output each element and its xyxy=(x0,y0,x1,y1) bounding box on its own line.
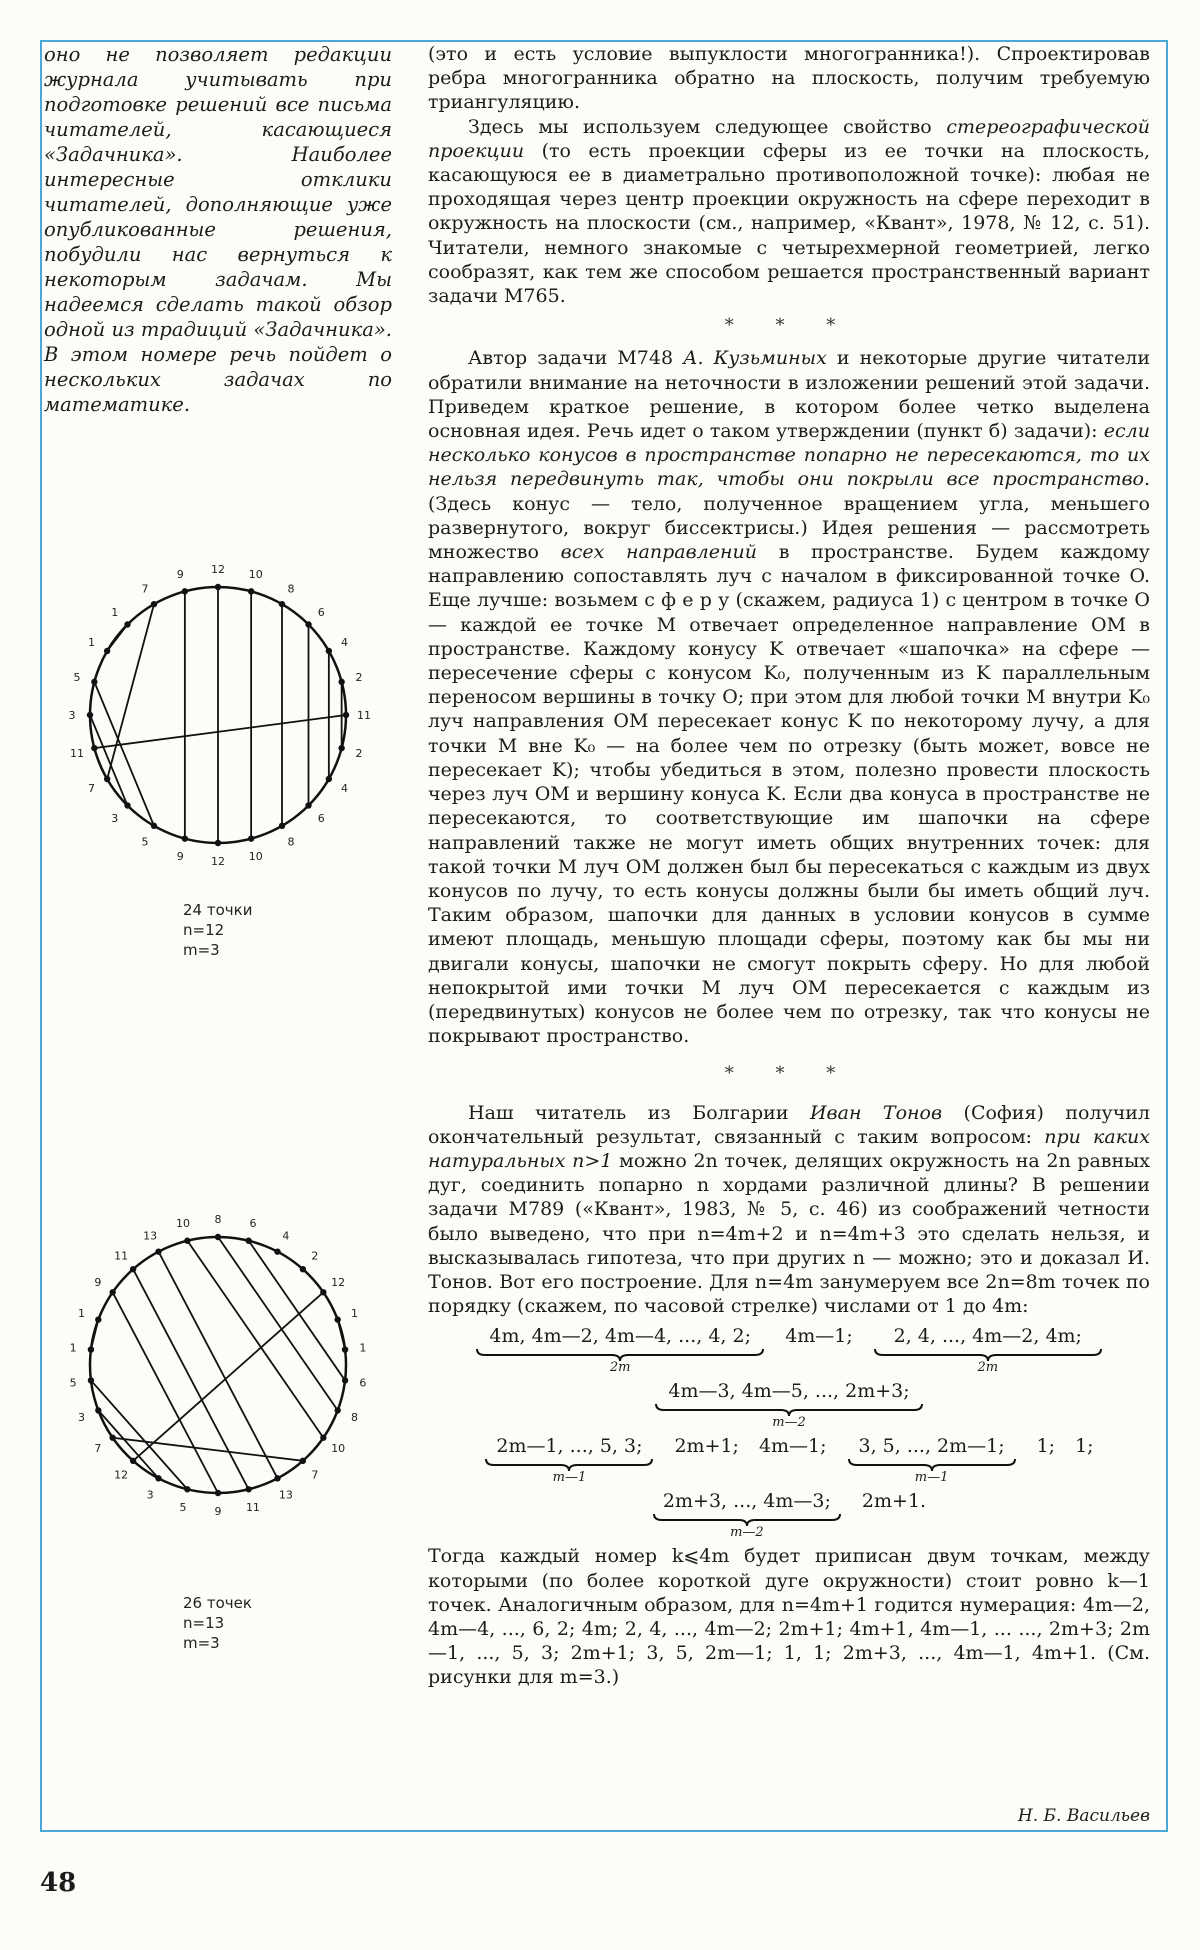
circle-point xyxy=(326,776,332,782)
point-label: 5 xyxy=(73,671,81,685)
circle-point xyxy=(104,648,110,654)
circle-point xyxy=(338,679,344,685)
point-label: 8 xyxy=(287,835,295,849)
author-name: А. Кузьминых xyxy=(683,347,827,370)
point-label: 6 xyxy=(317,605,325,619)
brace-group xyxy=(873,1324,1103,1375)
formula-term: 1; xyxy=(1036,1435,1056,1458)
formula-term: 4m—3, 4m—5, ..., 2m+3; xyxy=(668,1380,910,1403)
chord-1 xyxy=(107,624,127,651)
circle-point xyxy=(300,1266,306,1272)
text: Автор задачи М748 xyxy=(468,347,684,370)
paragraph xyxy=(428,1101,1150,1319)
question: при каких натуральных n>1 xyxy=(428,1125,1151,1172)
formula-row xyxy=(428,1379,1150,1430)
formula-term: 4m—1; xyxy=(785,1325,853,1348)
text: можно 2n точек, делящих окружность на 2n равных дуг, соединить попарно n хордами различной длины? В решении задачи М789 («Квант», 1983, № 5, с. 46) из соображений четности было выведено, что при n=4m+2 и n=4m+3 это сделать нельзя, и высказывалась гипотеза, что при других n — можно; это и доказал И. Тонов. Вот его построение. Для n=4m занумеруем все 2n=8m точек по порядку (скажем, по часовой стрелке) числами от 1 до 4m: xyxy=(428,1149,1151,1318)
chord-5 xyxy=(94,682,154,826)
point-label: 9 xyxy=(176,850,184,864)
page-number: 48 xyxy=(40,1868,77,1898)
brace-count: 2m xyxy=(609,1360,631,1376)
figure-26-points xyxy=(58,1205,378,1525)
circle-point xyxy=(279,601,285,607)
paragraph xyxy=(428,115,1150,309)
circle-point xyxy=(182,835,188,841)
caption-line: m=3 xyxy=(183,1634,220,1652)
circle-point xyxy=(305,802,311,808)
point-label: 1 xyxy=(351,1307,359,1321)
circle-point xyxy=(124,802,130,808)
main-column xyxy=(428,42,1150,1690)
point-label: 2 xyxy=(355,671,363,685)
claim: если несколько конусов в пространстве попарно не пересекаются, то их нельзя передвинуть так, чтобы они покрыли все пространство. xyxy=(428,420,1150,491)
point-label: 3 xyxy=(111,812,119,826)
circle-point xyxy=(343,712,349,718)
point-label: 1 xyxy=(111,605,119,619)
formula-term: 3, 5, ..., 2m—1; xyxy=(858,1435,1005,1458)
circle-point xyxy=(215,1234,221,1240)
point-label: 7 xyxy=(88,782,96,795)
brace-group xyxy=(475,1324,765,1375)
point-label: 5 xyxy=(141,835,149,849)
caption-line: m=3 xyxy=(183,941,220,959)
paragraph: (это и есть условие выпуклости многогранника!). Спроектировав ребра многогранника обратно на плоскость, получим требуемую триангуляцию. xyxy=(428,43,1150,114)
formula-term: 4m—1; xyxy=(758,1435,827,1458)
circle-point xyxy=(155,1475,161,1481)
section-separator: * * * xyxy=(724,315,854,337)
brace-count: 2m xyxy=(977,1360,999,1376)
text: и некоторые другие читатели обратили внимание на неточности в изложении решений этой задачи. Приведем краткое решение, в котором более четко выделена основная идея. Речь идет о таком утверждении (пункт б) задачи): xyxy=(428,347,1150,443)
circle-point xyxy=(215,584,221,590)
author-name: Иван Тонов xyxy=(809,1101,943,1124)
brace-count: m—1 xyxy=(552,1470,587,1486)
text: Здесь мы используем следующее свойство xyxy=(468,115,947,138)
formula-row xyxy=(428,1489,1150,1540)
point-label: 11 xyxy=(245,1500,260,1514)
point-label: 10 xyxy=(248,567,263,581)
point-label: 6 xyxy=(317,812,325,826)
chord-1 xyxy=(91,1320,98,1350)
point-label: 2 xyxy=(311,1249,319,1263)
circle-point xyxy=(320,1435,326,1441)
chord-5 xyxy=(91,1380,187,1489)
circle-point xyxy=(342,1346,348,1352)
point-label: 6 xyxy=(249,1217,257,1231)
circle-point xyxy=(109,1289,115,1295)
circle-point xyxy=(274,1248,280,1254)
circle-point xyxy=(151,601,157,607)
point-label: 2 xyxy=(355,746,363,760)
point-label: 13 xyxy=(143,1229,158,1243)
circle-point xyxy=(155,1248,161,1254)
point-label: 13 xyxy=(278,1488,293,1502)
chord-7 xyxy=(113,1438,303,1461)
point-label: 1 xyxy=(359,1341,367,1355)
circle-point xyxy=(215,1490,221,1496)
point-label: 10 xyxy=(248,850,263,864)
chord-7 xyxy=(107,604,154,779)
point-label: 12 xyxy=(211,855,225,868)
point-label: 3 xyxy=(146,1488,154,1502)
circle-point xyxy=(274,1475,280,1481)
circle-point xyxy=(95,1316,101,1322)
circle-point xyxy=(124,621,130,627)
chord-8 xyxy=(218,1237,338,1410)
circle-point xyxy=(87,712,93,718)
chord-11 xyxy=(133,1269,249,1489)
brace-count: m—2 xyxy=(772,1415,806,1431)
point-label: 11 xyxy=(114,1249,129,1263)
point-label: 7 xyxy=(94,1441,102,1455)
point-label: 3 xyxy=(68,709,76,722)
circle-point xyxy=(245,1238,251,1244)
circle-point xyxy=(248,835,254,841)
formula-row xyxy=(428,1324,1150,1375)
figure-26-caption xyxy=(183,1593,252,1653)
circle-point xyxy=(130,1458,136,1464)
point-label: 12 xyxy=(114,1468,129,1482)
circle-point xyxy=(184,1486,190,1492)
point-label: 3 xyxy=(77,1410,85,1424)
point-label: 11 xyxy=(69,746,84,760)
circle-point xyxy=(184,1238,190,1244)
brace-count: m—1 xyxy=(914,1470,949,1486)
circle-point xyxy=(151,823,157,829)
point-label: 9 xyxy=(176,567,184,581)
formula-term: 2m+1. xyxy=(861,1490,927,1513)
caption-line: 24 точки xyxy=(183,901,253,919)
numbering-formula xyxy=(428,1324,1150,1540)
chord-12 xyxy=(133,1292,323,1461)
paragraph xyxy=(428,346,1150,1048)
point-label: 9 xyxy=(214,1505,222,1518)
circle-point xyxy=(245,1486,251,1492)
section-separator: * * * xyxy=(724,1063,854,1085)
text: (Здесь конус — тело, полученное вращением угла, меньшего развернутого, вокруг биссектрисы.) Идея решения — рассмотреть множество xyxy=(428,492,1150,564)
point-label: 5 xyxy=(69,1376,77,1390)
point-label: 1 xyxy=(88,636,96,649)
point-label: 10 xyxy=(331,1441,346,1455)
circle-point xyxy=(334,1316,340,1322)
author-signature: Н. Б. Васильев xyxy=(1017,1806,1150,1826)
term-emphasis: стереографической проекции xyxy=(428,115,1150,162)
formula-term: 4m, 4m—2, 4m—4, ..., 4, 2; xyxy=(489,1325,751,1348)
formula-term: 2m+1; xyxy=(674,1435,739,1458)
circle-point xyxy=(248,588,254,594)
left-column xyxy=(44,42,392,417)
brace-group xyxy=(654,1379,924,1430)
brace-group xyxy=(847,1434,1017,1485)
chord-3 xyxy=(90,715,127,806)
point-label: 6 xyxy=(359,1376,367,1390)
text: в пространстве. Будем каждому направлению сопоставлять луч с началом в фиксированной точке O. Еще лучше: возьмем с ф е р у (скажем, радиуса 1) с центром в точке O — каждой ее точке M отвечает определенное направление OM в пространстве. Каждому конусу K отвечает «шапочка» на сфере — пересечение сферы с конусом K₀, полученным из K параллельным переносом вершины в точку O; при этом для любой точки M внутри K₀ луч направления OM пересекает конус K по некоторому лучу, а для точки M вне K₀ — на более чем по отрезку (быть может, вовсе не пересекает K); чтобы убедиться в этом, полезно провести плоскость через луч OM и вершину конуса K. Если два конуса в пространстве не пересекаются, то соответствующие им шапочки на сфере направлений также не могут иметь общих внутренних точек: для такой точки M луч OM должен был бы пересекаться с каждым из двух конусов по лучу, то есть конусы должны были бы иметь общий луч. Таким образом, шапочки для данных в условии конусов в сумме имеют площадь, меньшую площади сферы, поэтому как бы мы ни двигали конусы, шапочки не смогут покрыть сферу. Но для любой непокрытой ими точки M луч OM пересекается с каждым из (передвинутых) конусов не более чем по отрезку, так что конусы не покрывают пространство. xyxy=(428,541,1150,1048)
point-label: 4 xyxy=(340,636,348,649)
circle-point xyxy=(305,621,311,627)
caption-line: 26 точек xyxy=(183,1594,252,1612)
point-label: 5 xyxy=(179,1500,187,1514)
point-label: 7 xyxy=(311,1468,319,1482)
point-label: 8 xyxy=(287,582,295,596)
formula-term: 2m—1, ..., 5, 3; xyxy=(496,1435,643,1458)
brace-group xyxy=(652,1489,842,1540)
circle-point xyxy=(342,1377,348,1383)
chord-9 xyxy=(113,1292,218,1493)
point-label: 9 xyxy=(94,1276,102,1290)
circle-point xyxy=(182,588,188,594)
caption-line: n=12 xyxy=(183,921,225,939)
text: Наш читатель из Болгарии xyxy=(468,1101,810,1124)
formula-row xyxy=(428,1434,1150,1485)
text: (то есть проекции сферы из ее точки на плоскость, касающуюся ее в диаметрально противоположной точке): любая не проходящая через центр проекции окружность на сфере переходит в окружность на плоскости (см., например, «Квант», 1978, № 12, с. 51). Читатели, немного знакомые с четырехмерной геометрией, легко сообразят, как тем же способом решается пространственный вариант задачи М765. xyxy=(428,139,1150,308)
point-label: 12 xyxy=(331,1276,346,1290)
circle-point xyxy=(338,745,344,751)
caption-line: n=13 xyxy=(183,1614,225,1632)
point-label: 8 xyxy=(351,1410,359,1424)
point-label: 1 xyxy=(69,1341,77,1355)
circle-point xyxy=(91,745,97,751)
sidebar-note: оно не позволяет редакции журнала учитывать при подготовке решений все письма читателей, касающиеся «Задачника». Наиболее интересные отклики читателей, дополняющие уже опубликованные решения, побудили нас вернуться к некоторым задачам. Мы надеемся сделать такой обзор одной из традиций «Задачника». В этом номере речь пойдет о нескольких задачах по математике. xyxy=(44,43,392,416)
circle-point xyxy=(326,648,332,654)
brace-group xyxy=(484,1434,654,1485)
point-label: 11 xyxy=(357,709,371,722)
circle-point xyxy=(88,1377,94,1383)
term-emphasis: всех направлений xyxy=(560,541,757,564)
circle-point xyxy=(279,823,285,829)
point-label: 10 xyxy=(176,1217,191,1231)
circle-point xyxy=(300,1458,306,1464)
circle-point xyxy=(88,1346,94,1352)
text: (София) получил окончательный результат, связанный с таким вопросом: xyxy=(428,1101,1150,1148)
point-label: 12 xyxy=(211,563,225,576)
formula-term: 2m+3, ..., 4m—3; xyxy=(662,1490,831,1513)
point-label: 4 xyxy=(340,782,348,795)
circle-point xyxy=(104,776,110,782)
circle-point xyxy=(130,1266,136,1272)
figure-24-points xyxy=(58,555,378,875)
figure-24-caption xyxy=(183,900,252,960)
circle-point xyxy=(109,1435,115,1441)
circle-point xyxy=(334,1407,340,1413)
circle-point xyxy=(95,1407,101,1413)
formula-term: 1; xyxy=(1075,1435,1094,1458)
formula-term: 2, 4, ..., 4m—2, 4m; xyxy=(893,1325,1082,1348)
paragraph: Тогда каждый номер k⩽4m будет приписан двум точкам, между которыми (по более короткой дуге окружности) стоит ровно k—1 точек. Аналогичным образом, для n=4m+1 годится нумерация: 4m—2, 4m—4, ..., 6, 2; 4m; 2, 4, ..., 4m—2; 2m+1; 4m+1, 4m—1, ... ..., 2m+3; 2m—1, ..., 5, 3; 2m+1; 3, 5, 2m—1; 1, 1; 2m+3, ..., 4m—1, 4m+1. (См. рисунки для m=3.) xyxy=(428,1545,1150,1689)
brace-count: m—2 xyxy=(730,1525,764,1541)
circle-point xyxy=(320,1289,326,1295)
circle-point xyxy=(215,840,221,846)
circle-point xyxy=(91,679,97,685)
point-label: 1 xyxy=(77,1307,85,1321)
chord-1 xyxy=(338,1320,345,1350)
point-label: 4 xyxy=(282,1229,290,1243)
chord-6 xyxy=(249,1241,345,1381)
point-label: 7 xyxy=(141,582,149,596)
point-label: 8 xyxy=(214,1213,222,1226)
chord-3 xyxy=(98,1410,158,1478)
